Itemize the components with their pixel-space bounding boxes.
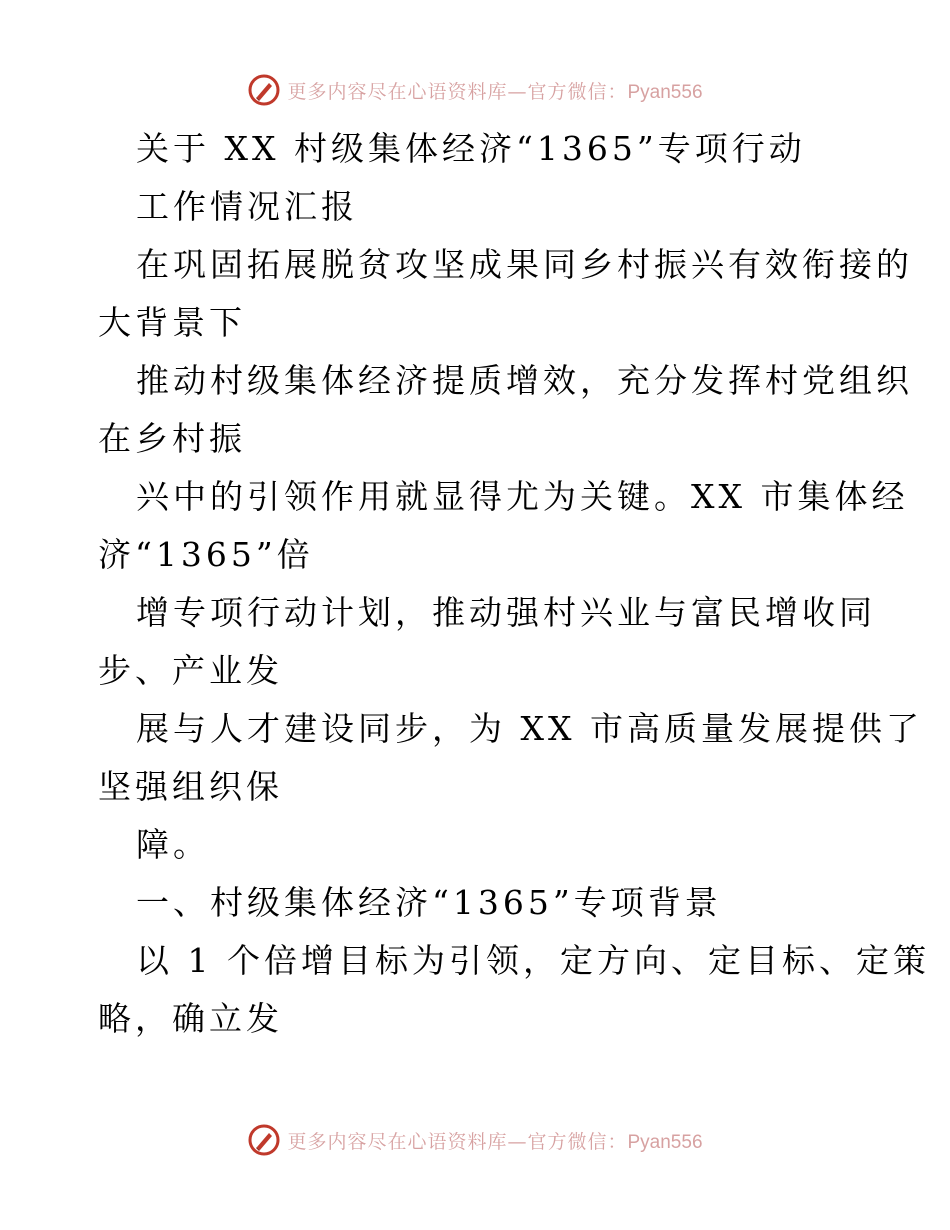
text-line: 推动村级集体经济提质增效，充分发挥村党组织 [136,361,913,400]
text-line: 在乡村振 [98,419,246,458]
banner-wechat-id: Pyan556 [627,1131,703,1153]
text-line: 在巩固拓展脱贫攻坚成果同乡村振兴有效衔接的 [136,245,913,284]
banner-text [287,77,702,104]
text-line: 济“1365”倍 [98,535,314,574]
pen-logo-icon [247,1123,281,1157]
banner-text [287,1127,702,1154]
section-heading: 一、村级集体经济“1365”专项背景 [136,883,722,922]
text-line: 略，确立发 [98,999,283,1038]
text-line: 展与人才建设同步，为 XX 市高质量发展提供了 [136,709,923,748]
text-line: 坚强组织保 [98,767,283,806]
text-line: 以 1 个倍增目标为引领，定方向、定目标、定策 [136,941,930,980]
banner-wechat-id: Pyan556 [627,81,703,103]
header-banner [0,70,950,110]
text-line: 增专项行动计划，推动强村兴业与富民增收同 [136,593,876,632]
pen-logo-icon [247,73,281,107]
document-body [98,120,930,1048]
banner-message: 更多内容尽在心语资料库—官方微信： [287,1130,628,1153]
text-line: 障。 [136,825,210,864]
text-line: 兴中的引领作用就显得尤为关键。XX 市集体经 [136,477,909,516]
text-line: 步、产业发 [98,651,283,690]
footer-banner [0,1120,950,1160]
text-line: 关于 XX 村级集体经济“1365”专项行动 [136,129,806,168]
text-line: 大背景下 [98,303,246,342]
banner-message: 更多内容尽在心语资料库—官方微信： [287,80,628,103]
text-line: 工作情况汇报 [136,187,358,226]
